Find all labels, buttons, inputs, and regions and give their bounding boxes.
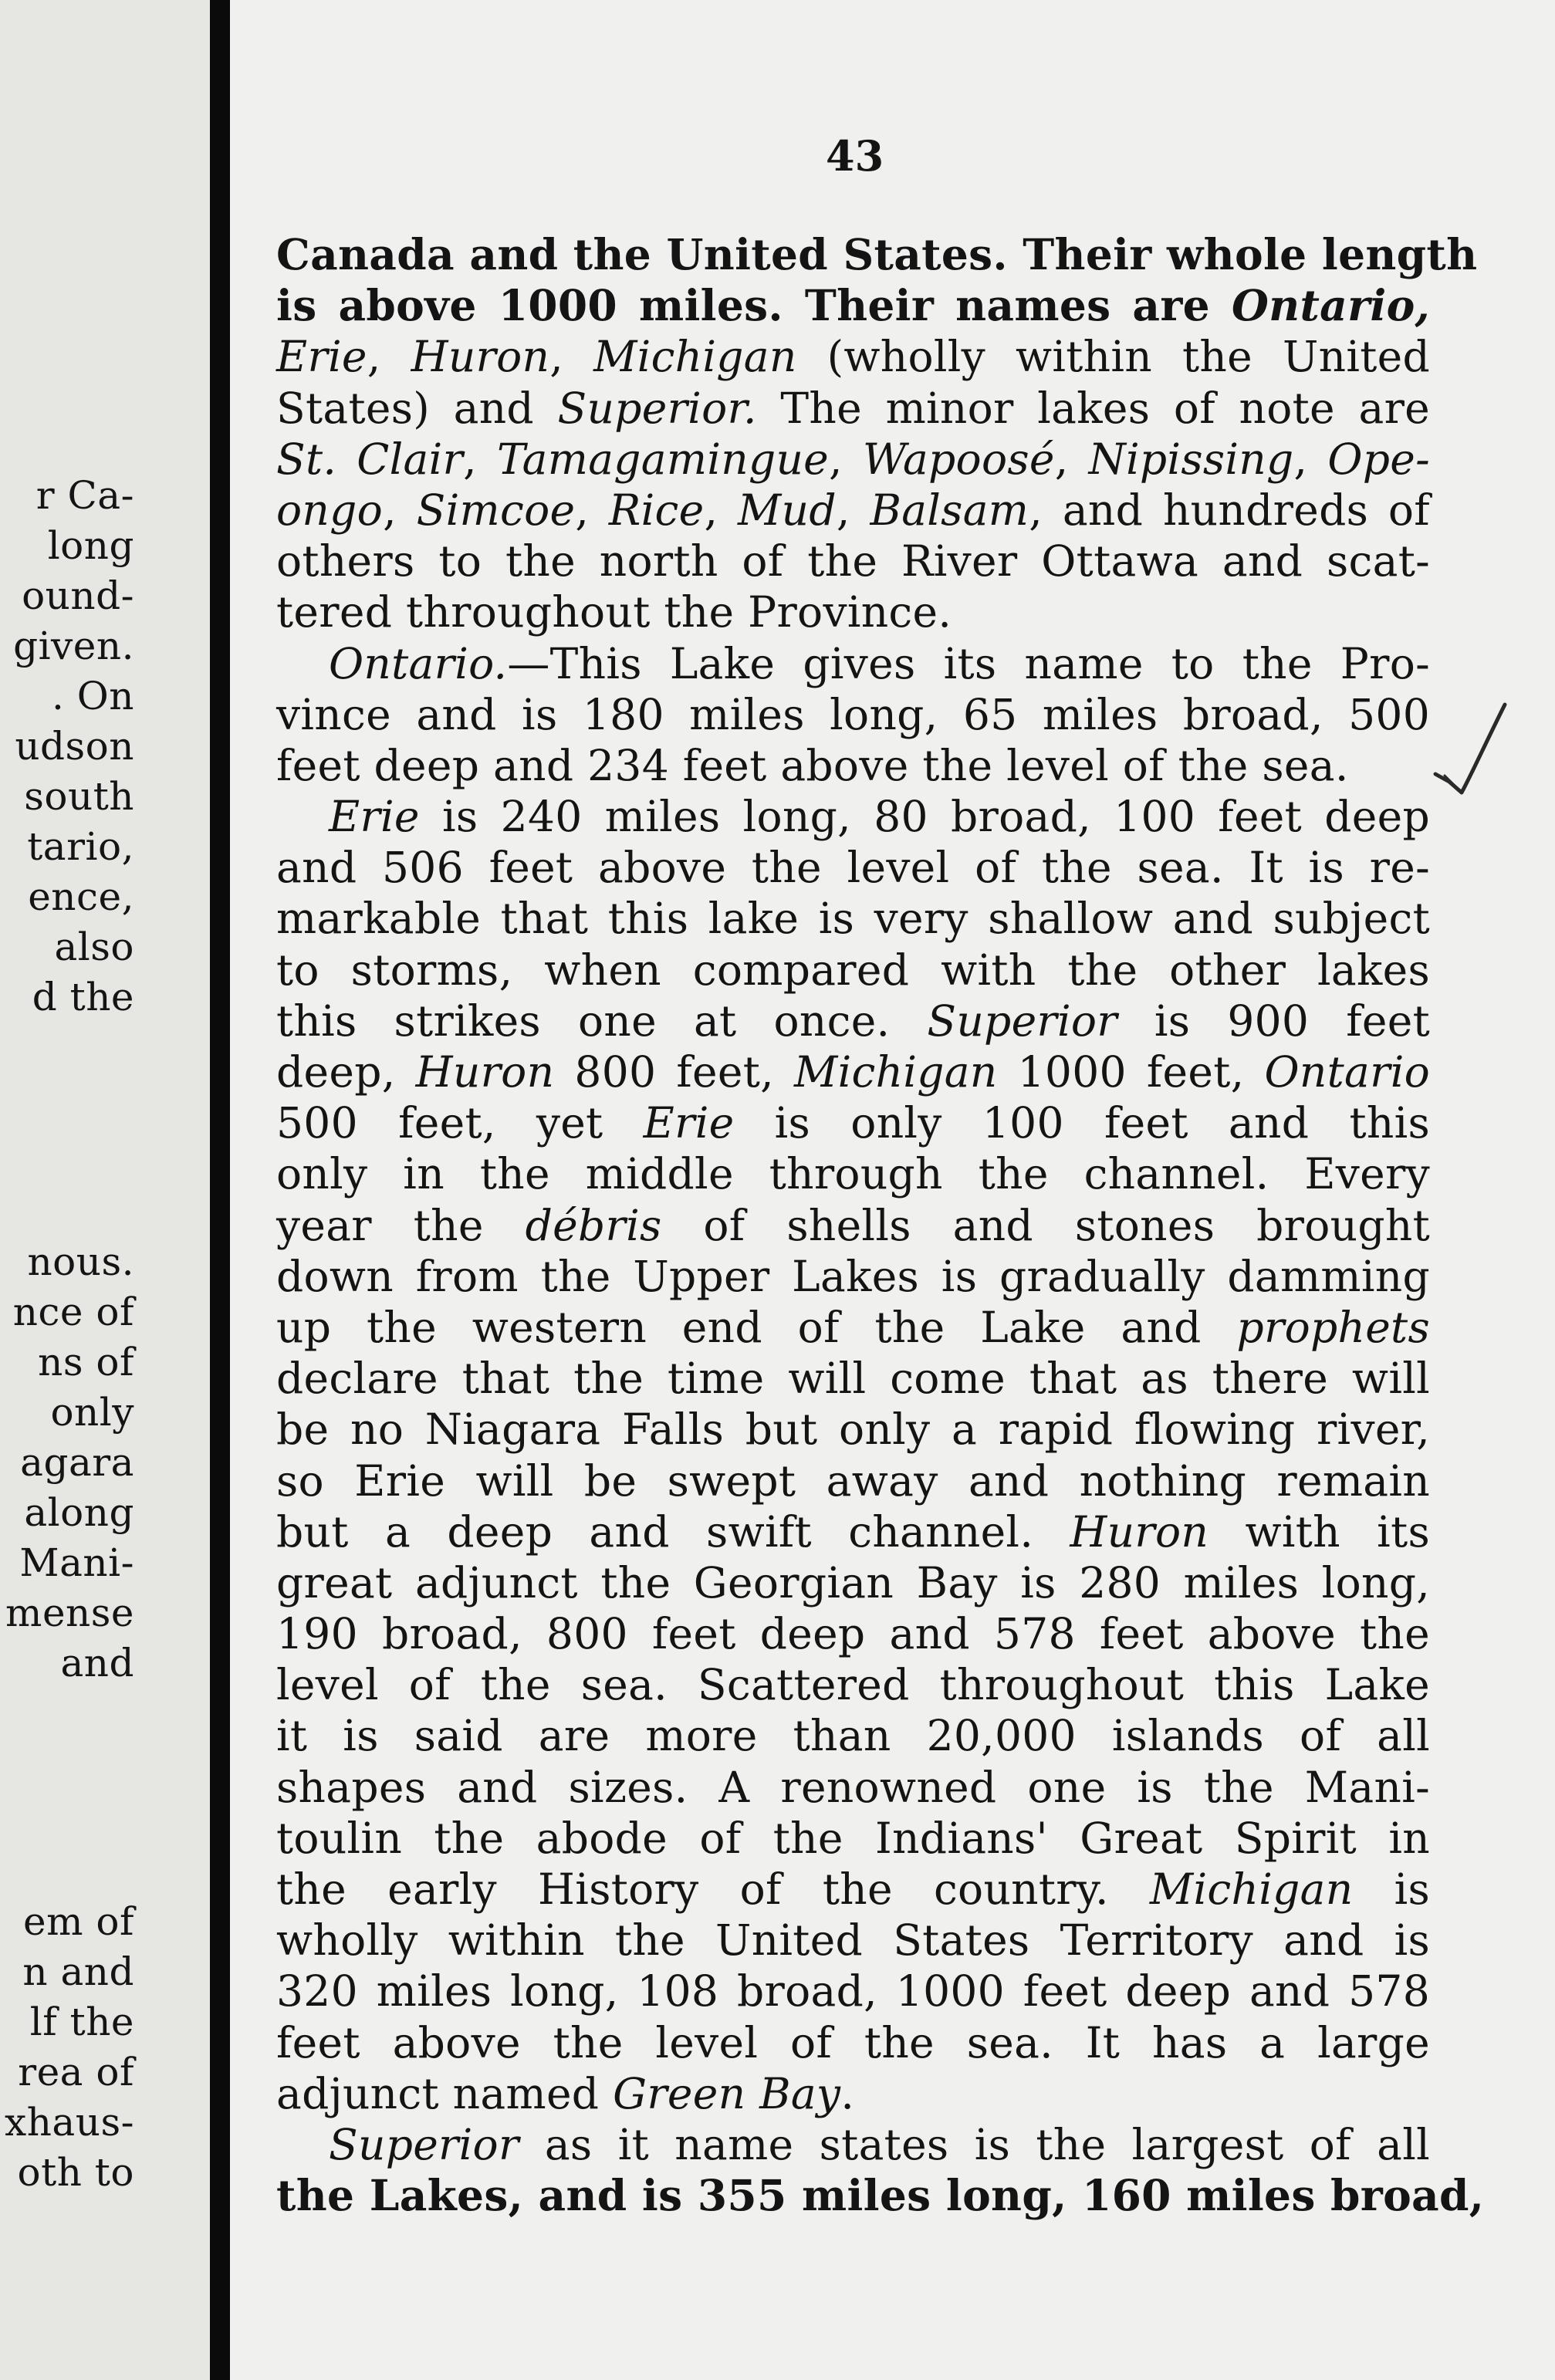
italic-term: Mud (738, 485, 837, 535)
left-fragment: n and (22, 1949, 134, 1994)
text-run: 1000 feet, (997, 1047, 1265, 1097)
text-line (276, 2119, 1430, 2170)
text-line (276, 945, 1430, 996)
left-fragment: d the (32, 975, 134, 1019)
italic-term: débris (525, 1200, 662, 1250)
text-run: , (575, 485, 609, 535)
text-run: , (367, 332, 411, 382)
text-line (276, 2068, 1430, 2119)
text-run: , and hundreds of (1029, 485, 1430, 535)
text-run: is (1353, 1864, 1430, 1914)
italic-term: Simcoe (416, 485, 576, 535)
text-run: 320 miles long, 108 broad, 1000 feet deep and 578 (276, 1966, 1430, 2017)
left-fragment: Mani- (19, 1540, 134, 1585)
text-run: only in the middle through the channel. Every (276, 1149, 1430, 1199)
italic-term: Erie (643, 1098, 735, 1148)
italic-term: Huron (1070, 1506, 1209, 1557)
text-run: , (549, 332, 594, 382)
text-run: year the (276, 1200, 526, 1250)
italic-term: Rice (608, 485, 705, 535)
text-run: the Lakes, and is 355 miles long, 160 miles broad, (276, 2170, 1485, 2221)
italic-term: Ontario. (329, 638, 508, 688)
text-line (276, 638, 1430, 689)
left-fragment: also (54, 925, 134, 969)
left-fragment: south (24, 774, 134, 819)
text-run: but a deep and swift channel. (276, 1506, 1070, 1557)
text-line (276, 893, 1430, 944)
text-line (276, 383, 1430, 434)
text-line (276, 1046, 1430, 1097)
text-run: as it name states is the largest of all (519, 2119, 1430, 2169)
text-run: States) and (276, 383, 558, 433)
left-fragment: ns of (38, 1340, 134, 1384)
left-fragment: tario, (27, 824, 134, 869)
italic-term: Ontario (1264, 1047, 1430, 1097)
left-fragment: . On (52, 674, 134, 718)
text-run: , (1293, 434, 1328, 484)
text-line (276, 1097, 1430, 1148)
text-run: it is said are more than 20,000 islands of all (276, 1711, 1430, 1761)
left-fragment: oth to (17, 2150, 134, 2195)
italic-term: Huron (415, 1047, 555, 1097)
text-line (276, 1915, 1430, 1966)
text-run: adjunct named (276, 2068, 614, 2118)
text-line (276, 1608, 1430, 1659)
left-fragment: xhaus- (5, 2100, 134, 2145)
text-line (276, 842, 1430, 893)
text-line (276, 740, 1430, 791)
italic-term: Ontario, (1231, 280, 1430, 331)
left-fragment: r Ca- (35, 473, 134, 518)
text-run: is 900 feet (1117, 996, 1430, 1046)
text-run: 500 feet, yet (276, 1098, 644, 1148)
text-line (276, 1710, 1430, 1761)
italic-term: Superior (329, 2119, 519, 2169)
body-text (276, 229, 1485, 2221)
italic-term: prophets (1236, 1302, 1430, 1352)
text-run: , (704, 485, 739, 535)
text-run: , (383, 485, 417, 535)
text-run: is only 100 feet and this (734, 1098, 1430, 1148)
text-line (276, 996, 1430, 1046)
text-line (276, 1966, 1430, 2017)
left-fragment: ence, (28, 874, 134, 919)
text-line (276, 689, 1430, 740)
text-run: with its (1209, 1506, 1430, 1557)
text-line (276, 2017, 1430, 2068)
italic-term: Michigan (1149, 1864, 1354, 1914)
italic-term: Nipissing (1088, 434, 1294, 484)
left-fragment: rea of (18, 2050, 134, 2094)
text-run: wholly within the United States Territory and is (276, 1915, 1430, 1966)
text-run: declare that the time will come that as there will (276, 1354, 1430, 1404)
text-run: Canada and the United States. Their whole length (276, 229, 1478, 279)
text-run: down from the Upper Lakes is gradually damming (276, 1251, 1430, 1301)
italic-term: Balsam (870, 485, 1029, 535)
left-fragment: em of (22, 1899, 134, 1944)
text-line (276, 1148, 1430, 1199)
text-line (276, 1455, 1430, 1506)
italic-term: Erie (329, 792, 420, 842)
italic-term: Erie (276, 332, 367, 382)
text-line (276, 1659, 1430, 1710)
text-run: be no Niagara Falls but only a rapid flowing river, (276, 1405, 1430, 1455)
left-page-edge (0, 0, 210, 2380)
italic-term: ongo (276, 485, 384, 535)
left-fragment: agara (20, 1440, 134, 1485)
text-run: is above 1000 miles. Their names are (276, 280, 1232, 331)
text-run: this strikes one at once. (276, 996, 928, 1046)
text-run: (wholly within the United (796, 332, 1430, 382)
text-run: the early History of the country. (276, 1864, 1150, 1914)
text-run: vince and is 180 miles long, 65 miles broad, 500 (276, 689, 1430, 739)
italic-term: Green Bay (613, 2068, 841, 2118)
text-line (276, 280, 1430, 331)
text-run: to storms, when compared with the other lakes (276, 945, 1430, 995)
pencil-check-mark (1428, 698, 1513, 799)
italic-term: Superior (927, 996, 1117, 1046)
text-run: markable that this lake is very shallow and subject (276, 894, 1430, 944)
text-line (276, 1557, 1430, 1608)
left-fragment: udson (15, 724, 134, 769)
text-line (276, 1200, 1430, 1251)
text-run: feet deep and 234 feet above the level of the sea. (276, 740, 1349, 790)
left-fragment: nce of (12, 1290, 134, 1334)
text-line (276, 1813, 1430, 1864)
text-line (276, 1762, 1430, 1813)
text-line (276, 1864, 1430, 1915)
text-line (276, 1353, 1430, 1404)
page-number: 43 (826, 131, 884, 181)
left-fragment: lf the (29, 2000, 134, 2044)
italic-term: St. Clair (276, 434, 464, 484)
italic-term: Superior. (557, 383, 757, 433)
italic-term: Ope- (1327, 434, 1430, 484)
left-fragment: nous. (27, 1239, 134, 1284)
text-run: so Erie will be swept away and nothing remain (276, 1455, 1430, 1506)
text-line (276, 1251, 1430, 1302)
text-run: The minor lakes of note are (756, 383, 1431, 433)
text-line (276, 2170, 1485, 2221)
book-gutter (210, 0, 230, 2380)
text-run: . (840, 2068, 855, 2118)
text-run: , (1054, 434, 1089, 484)
text-run: is 240 miles long, 80 broad, 100 feet deep (419, 792, 1430, 842)
text-run: and 506 feet above the level of the sea. It is re- (276, 843, 1430, 893)
italic-term: Tamagamingue (496, 434, 830, 484)
text-line (276, 1506, 1430, 1557)
left-fragment: long (47, 523, 134, 568)
text-line (276, 331, 1430, 382)
text-line (276, 434, 1430, 485)
text-run: great adjunct the Georgian Bay is 280 miles long, (276, 1557, 1430, 1608)
text-line (276, 485, 1430, 536)
text-run: of shells and stones brought (661, 1200, 1430, 1250)
text-run: deep, (276, 1047, 416, 1097)
text-run: , (829, 434, 863, 484)
text-run: , (836, 485, 870, 535)
text-run: shapes and sizes. A renowned one is the Mani- (276, 1762, 1430, 1812)
text-line (276, 229, 1478, 280)
text-line (276, 1404, 1430, 1455)
text-run: 800 feet, (554, 1047, 794, 1097)
left-fragment: given. (13, 624, 134, 668)
text-run: , (463, 434, 497, 484)
text-run: level of the sea. Scattered throughout this Lake (276, 1660, 1430, 1710)
text-run: others to the north of the River Ottawa and scat- (276, 536, 1430, 587)
left-fragment: along (24, 1490, 134, 1535)
text-line (276, 791, 1430, 842)
text-run: 190 broad, 800 feet deep and 578 feet above the (276, 1609, 1430, 1659)
left-fragment: mense (5, 1591, 134, 1635)
text-run: feet above the level of the sea. It has a large (276, 2017, 1430, 2067)
left-fragment: and (60, 1641, 134, 1685)
text-run: —This Lake gives its name to the Pro- (507, 638, 1430, 688)
text-line (276, 536, 1430, 587)
text-run: toulin the abode of the Indians' Great Spirit in (276, 1813, 1430, 1863)
italic-term: Michigan (593, 332, 797, 382)
text-run: up the western end of the Lake and (276, 1302, 1237, 1352)
text-line (276, 1302, 1430, 1353)
left-fragment: ound- (22, 573, 134, 618)
text-run: tered throughout the Province. (276, 587, 952, 637)
left-fragment: only (50, 1390, 134, 1435)
italic-term: Wapoosé (862, 434, 1055, 484)
text-line (276, 587, 1430, 637)
italic-term: Huron (411, 332, 550, 382)
italic-term: Michigan (793, 1047, 998, 1097)
